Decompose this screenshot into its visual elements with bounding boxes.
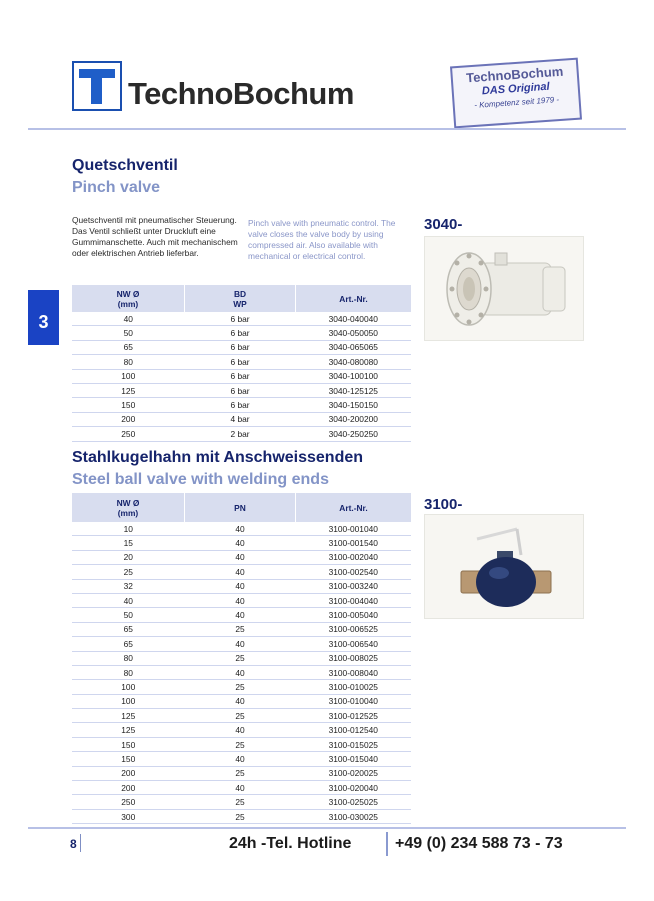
logo-text: TechnoBochum bbox=[128, 76, 354, 111]
cell-art: 3100-012540 bbox=[296, 723, 412, 737]
cell-pn: 40 bbox=[185, 723, 296, 737]
header-nw: NW Ø (mm) bbox=[72, 285, 185, 312]
table-row bbox=[72, 665, 411, 679]
cell-pressure: 6 bar bbox=[185, 398, 296, 412]
cell-nw: 250 bbox=[72, 427, 185, 441]
cell-art: 3100-008040 bbox=[296, 665, 412, 679]
cell-nw: 200 bbox=[72, 766, 185, 780]
cell-pn: 40 bbox=[185, 522, 296, 536]
header-divider bbox=[28, 128, 626, 130]
table-row bbox=[72, 522, 411, 536]
cell-art: 3040-080080 bbox=[296, 355, 412, 369]
cell-nw: 300 bbox=[72, 809, 185, 823]
cell-nw: 100 bbox=[72, 680, 185, 694]
pinch-valve-photo bbox=[424, 236, 584, 341]
cell-art: 3100-005040 bbox=[296, 608, 412, 622]
cell-nw: 40 bbox=[72, 312, 185, 326]
cell-art: 3040-150150 bbox=[296, 398, 412, 412]
cell-nw: 80 bbox=[72, 665, 185, 679]
cell-pressure: 2 bar bbox=[185, 427, 296, 441]
cell-nw: 125 bbox=[72, 709, 185, 723]
cell-pressure: 6 bar bbox=[185, 383, 296, 397]
stamp-line2: DAS Original bbox=[481, 80, 550, 98]
cell-pn: 40 bbox=[185, 536, 296, 550]
table-row bbox=[72, 781, 411, 795]
cell-nw: 125 bbox=[72, 383, 185, 397]
cell-art: 3100-015040 bbox=[296, 752, 412, 766]
cell-nw: 65 bbox=[72, 340, 185, 354]
chapter-tab: 3 bbox=[28, 290, 59, 345]
cell-pn: 25 bbox=[185, 809, 296, 823]
section2-product-code: 3100- bbox=[424, 496, 463, 513]
cell-art: 3100-020025 bbox=[296, 766, 412, 780]
cell-pn: 25 bbox=[185, 766, 296, 780]
cell-art: 3100-008025 bbox=[296, 651, 412, 665]
header-pn: PN bbox=[185, 493, 296, 522]
section2-title-en: Steel ball valve with welding ends bbox=[72, 471, 329, 488]
table-row bbox=[72, 737, 411, 751]
header-art-nr: Art.-Nr. bbox=[296, 493, 412, 522]
table-row bbox=[72, 369, 411, 383]
cell-pn: 25 bbox=[185, 622, 296, 636]
table-row bbox=[72, 355, 411, 369]
cell-pn: 25 bbox=[185, 709, 296, 723]
table-row bbox=[72, 593, 411, 607]
cell-nw: 65 bbox=[72, 637, 185, 651]
cell-art: 3100-004040 bbox=[296, 593, 412, 607]
pinch-valve-image bbox=[425, 237, 583, 340]
cell-pn: 40 bbox=[185, 593, 296, 607]
pinch-valve-table bbox=[72, 285, 411, 442]
table-row bbox=[72, 579, 411, 593]
table-row bbox=[72, 326, 411, 340]
section2-title-de: Stahlkugelhahn mit Anschweissenden bbox=[72, 449, 364, 466]
table-row bbox=[72, 795, 411, 809]
table-row bbox=[72, 565, 411, 579]
hotline-label: 24h -Tel. Hotline bbox=[229, 835, 352, 852]
cell-pn: 40 bbox=[185, 550, 296, 564]
stamp-line3: - Kompetenz seit 1979 - bbox=[473, 95, 560, 110]
cell-pn: 25 bbox=[185, 680, 296, 694]
table-row bbox=[72, 550, 411, 564]
table-row bbox=[72, 427, 411, 441]
cell-pn: 40 bbox=[185, 665, 296, 679]
table-row bbox=[72, 412, 411, 426]
ball-valve-image bbox=[425, 515, 583, 618]
hotline-number: +49 (0) 234 588 73 - 73 bbox=[395, 835, 563, 852]
table-row bbox=[72, 694, 411, 708]
cell-art: 3100-025025 bbox=[296, 795, 412, 809]
cell-art: 3100-030025 bbox=[296, 809, 412, 823]
table-row bbox=[72, 536, 411, 550]
cell-nw: 100 bbox=[72, 369, 185, 383]
table-row bbox=[72, 752, 411, 766]
cell-nw: 10 bbox=[72, 522, 185, 536]
cell-nw: 80 bbox=[72, 651, 185, 665]
cell-nw: 80 bbox=[72, 355, 185, 369]
cell-art: 3040-250250 bbox=[296, 427, 412, 441]
cell-pressure: 6 bar bbox=[185, 340, 296, 354]
cell-nw: 40 bbox=[72, 593, 185, 607]
section1-title-en: Pinch valve bbox=[72, 179, 161, 196]
cell-nw: 100 bbox=[72, 694, 185, 708]
cell-nw: 200 bbox=[72, 412, 185, 426]
cell-art: 3040-125125 bbox=[296, 383, 412, 397]
cell-art: 3040-040040 bbox=[296, 312, 412, 326]
ball-valve-photo bbox=[424, 514, 584, 619]
table-row bbox=[72, 312, 411, 326]
cell-pressure: 6 bar bbox=[185, 369, 296, 383]
stamp-line1: TechnoBochum bbox=[465, 63, 564, 86]
footer-divider bbox=[28, 827, 626, 829]
table-row bbox=[72, 709, 411, 723]
ball-valve-table bbox=[72, 493, 411, 824]
cell-pressure: 6 bar bbox=[185, 312, 296, 326]
cell-art: 3100-010025 bbox=[296, 680, 412, 694]
cell-nw: 200 bbox=[72, 781, 185, 795]
cell-art: 3100-006525 bbox=[296, 622, 412, 636]
cell-nw: 150 bbox=[72, 752, 185, 766]
cell-pressure: 4 bar bbox=[185, 412, 296, 426]
section1-product-code: 3040- bbox=[424, 216, 463, 233]
table-row bbox=[72, 651, 411, 665]
cell-nw: 250 bbox=[72, 795, 185, 809]
cell-pn: 40 bbox=[185, 579, 296, 593]
cell-art: 3100-002540 bbox=[296, 565, 412, 579]
cell-pn: 40 bbox=[185, 752, 296, 766]
cell-pn: 25 bbox=[185, 651, 296, 665]
cell-art: 3040-100100 bbox=[296, 369, 412, 383]
cell-nw: 150 bbox=[72, 398, 185, 412]
cell-pn: 40 bbox=[185, 637, 296, 651]
table-row bbox=[72, 723, 411, 737]
table-row bbox=[72, 622, 411, 636]
table-row bbox=[72, 680, 411, 694]
cell-nw: 25 bbox=[72, 565, 185, 579]
hotline-divider bbox=[386, 832, 388, 856]
table-row bbox=[72, 398, 411, 412]
cell-nw: 65 bbox=[72, 622, 185, 636]
header-nw: NW Ø (mm) bbox=[72, 493, 185, 522]
cell-art: 3100-006540 bbox=[296, 637, 412, 651]
cell-pressure: 6 bar bbox=[185, 355, 296, 369]
logo-mark bbox=[72, 61, 122, 111]
header-bd-wp: BD WP bbox=[185, 285, 296, 312]
cell-nw: 125 bbox=[72, 723, 185, 737]
cell-art: 3040-050050 bbox=[296, 326, 412, 340]
cell-art: 3100-015025 bbox=[296, 737, 412, 751]
cell-nw: 20 bbox=[72, 550, 185, 564]
cell-nw: 150 bbox=[72, 737, 185, 751]
cell-nw: 15 bbox=[72, 536, 185, 550]
table-row bbox=[72, 809, 411, 823]
cell-pn: 40 bbox=[185, 781, 296, 795]
page-number: 8 bbox=[70, 837, 77, 851]
cell-art: 3100-012525 bbox=[296, 709, 412, 723]
cell-pn: 40 bbox=[185, 565, 296, 579]
cell-art: 3100-010040 bbox=[296, 694, 412, 708]
table-row bbox=[72, 340, 411, 354]
cell-art: 3100-003240 bbox=[296, 579, 412, 593]
cell-nw: 50 bbox=[72, 326, 185, 340]
cell-pn: 25 bbox=[185, 737, 296, 751]
cell-art: 3100-001040 bbox=[296, 522, 412, 536]
table-row bbox=[72, 637, 411, 651]
cell-art: 3040-200200 bbox=[296, 412, 412, 426]
table-row bbox=[72, 383, 411, 397]
cell-nw: 50 bbox=[72, 608, 185, 622]
cell-art: 3100-001540 bbox=[296, 536, 412, 550]
cell-pn: 40 bbox=[185, 694, 296, 708]
original-stamp bbox=[450, 58, 582, 129]
cell-pressure: 6 bar bbox=[185, 326, 296, 340]
cell-nw: 32 bbox=[72, 579, 185, 593]
cell-pn: 40 bbox=[185, 608, 296, 622]
section1-title-de: Quetschventil bbox=[72, 157, 178, 174]
section1-description-de: Quetschventil mit pneumatischer Steuerung. Das Ventil schließt unter Druckluft eine Gummimanschette. Auch mit mechanischem oder elektrischen Antrieb lieferbar. bbox=[72, 215, 238, 258]
table-row bbox=[72, 608, 411, 622]
table-row bbox=[72, 766, 411, 780]
cell-art: 3100-002040 bbox=[296, 550, 412, 564]
cell-art: 3100-020040 bbox=[296, 781, 412, 795]
page-number-divider bbox=[80, 834, 81, 852]
cell-art: 3040-065065 bbox=[296, 340, 412, 354]
cell-pn: 25 bbox=[185, 795, 296, 809]
section1-description-en: Pinch valve with pneumatic control. The valve closes the valve body by using compressed air. Also available with mechanical or electrical control. bbox=[248, 218, 396, 261]
header-art-nr: Art.-Nr. bbox=[296, 285, 412, 312]
